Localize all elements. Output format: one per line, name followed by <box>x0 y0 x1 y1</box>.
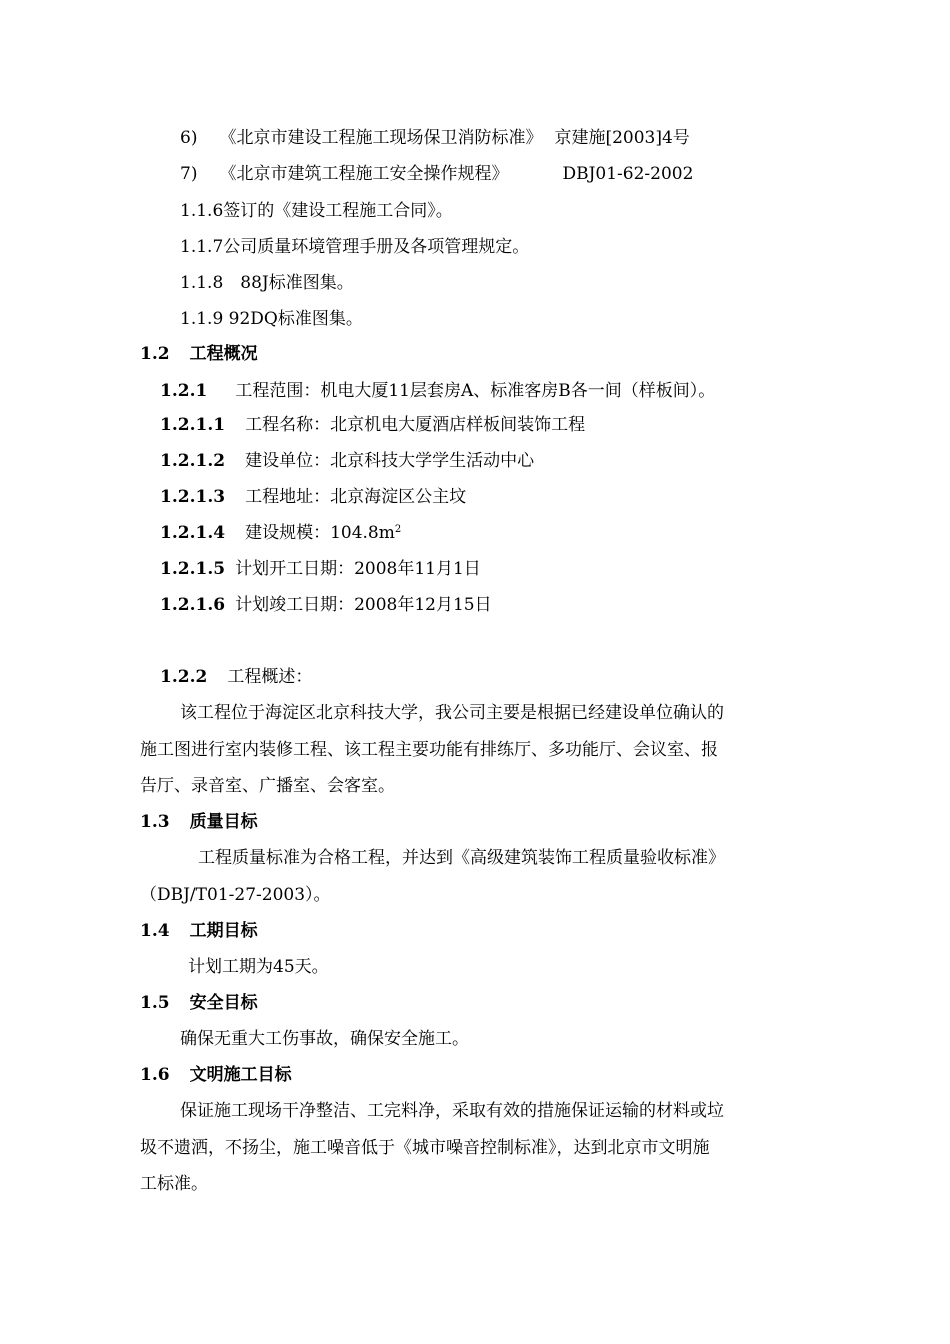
item-number: 1.2.1.6 <box>160 595 226 615</box>
project-item <box>160 558 481 580</box>
project-item <box>160 414 585 436</box>
paragraph-line: 确保无重大工伤事故，确保安全施工。 <box>180 1029 469 1049</box>
paragraph-line: （DBJ/T01-27-2003）。 <box>140 885 331 905</box>
item-number: 1.2.1.5 <box>160 559 226 579</box>
section-number: 1.4 <box>140 921 170 941</box>
paragraph-line: 告厅、录音室、广播室、会客室。 <box>140 776 395 796</box>
paragraph-line: 保证施工现场干净整洁、工完料净，采取有效的措施保证运输的材料或垃 <box>180 1101 724 1121</box>
basis-item: 1.1.7公司质量环境管理手册及各项管理规定。 <box>180 237 530 257</box>
overview-heading <box>160 666 312 688</box>
paragraph-line: 工程质量标准为合格工程，并达到《高级建筑装饰工程质量验收标准》 <box>198 848 725 868</box>
section-title: 安全目标 <box>189 993 258 1013</box>
reference-number: 6) <box>180 128 198 148</box>
item-number: 1.2.2 <box>160 667 208 687</box>
reference-code: DBJ01-62-2002 <box>562 164 694 184</box>
section-heading <box>140 1064 292 1086</box>
item-number: 1.2.1 <box>160 381 208 401</box>
reference-title: 《北京市建筑工程施工安全操作规程》 <box>219 164 509 184</box>
section-title: 工期目标 <box>189 921 258 941</box>
item-text: 建设单位：北京科技大学学生活动中心 <box>245 451 535 471</box>
section-title: 质量目标 <box>189 812 258 832</box>
item-number: 1.2.1.1 <box>160 415 226 435</box>
item-text: 工程名称：北京机电大厦酒店样板间装饰工程 <box>245 415 586 435</box>
project-item <box>160 522 401 544</box>
item-text: 建设规模：104.8m <box>245 523 395 543</box>
section-number: 1.5 <box>140 993 170 1013</box>
basis-item: 1.1.8 88J标准图集。 <box>180 273 354 293</box>
paragraph-line: 该工程位于海淀区北京科技大学，我公司主要是根据已经建设单位确认的 <box>180 703 724 723</box>
superscript: 2 <box>394 524 402 535</box>
item-number: 1.2.1.2 <box>160 451 226 471</box>
section-number: 1.6 <box>140 1065 170 1085</box>
item-text: 工程地址：北京海淀区公主坟 <box>245 487 467 507</box>
section-number: 1.2 <box>140 344 170 364</box>
reference-title: 《北京市建设工程施工现场保卫消防标准》 <box>219 128 543 148</box>
paragraph-line: 圾不遗洒，不扬尘，施工噪音低于《城市噪音控制标准》，达到北京市文明施 <box>140 1138 710 1158</box>
basis-item: 1.1.9 92DQ标准图集。 <box>180 309 363 329</box>
paragraph-line: 施工图进行室内装修工程、该工程主要功能有排练厅、多功能厅、会议室、报 <box>140 740 718 760</box>
paragraph-line: 计划工期为45天。 <box>188 957 329 977</box>
section-number: 1.3 <box>140 812 170 832</box>
section-title: 文明施工目标 <box>189 1065 292 1085</box>
item-text: 工程概述： <box>227 667 313 687</box>
item-number: 1.2.1.4 <box>160 523 226 543</box>
reference-line <box>180 163 693 185</box>
reference-line <box>180 127 690 149</box>
project-item <box>160 486 466 508</box>
section-heading <box>140 343 258 365</box>
scope-line <box>160 380 715 402</box>
section-heading <box>140 992 258 1014</box>
section-title: 工程概况 <box>189 344 258 364</box>
item-text: 工程范围：机电大厦11层套房A、标准客房B各一间（样板间）。 <box>235 381 716 401</box>
item-number: 1.2.1.3 <box>160 487 226 507</box>
section-heading <box>140 920 258 942</box>
reference-code: 京建施[2003]4号 <box>554 128 690 148</box>
paragraph-line: 工标准。 <box>140 1174 208 1194</box>
reference-number: 7) <box>180 164 198 184</box>
basis-item: 1.1.6签订的《建设工程施工合同》。 <box>180 201 453 221</box>
item-text: 计划开工日期：2008年11月1日 <box>235 559 481 579</box>
project-item <box>160 594 492 616</box>
section-heading <box>140 811 258 833</box>
item-text: 计划竣工日期：2008年12月15日 <box>235 595 492 615</box>
project-item <box>160 450 534 472</box>
